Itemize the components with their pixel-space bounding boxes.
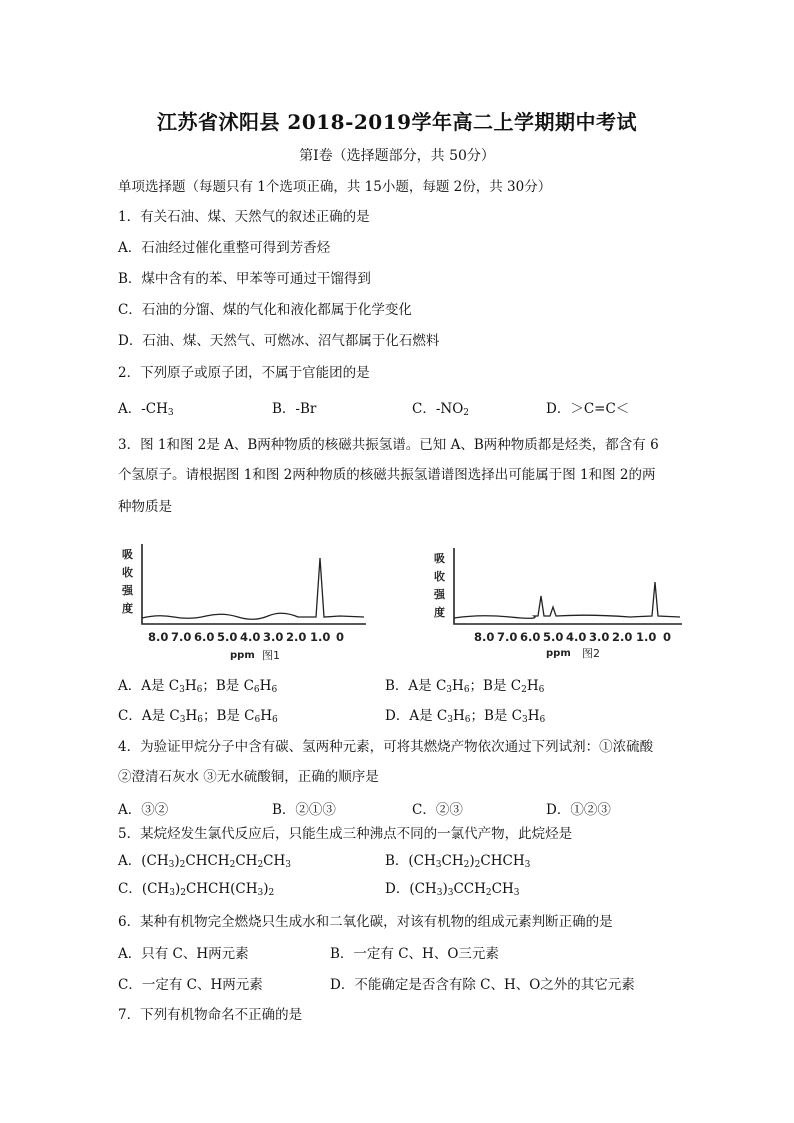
q6-stem: 6．某种有机物完全燃烧只生成水和二氧化碳，对该有机物的组成元素判断正确的是 [118, 914, 613, 930]
q2-stem: 2．下列原子或原子团，不属于官能团的是 [118, 365, 370, 381]
fig1-tick-6: 6.0 [194, 630, 215, 644]
fig2-caption: 图2 [582, 647, 600, 660]
q1-option-c: C．石油的分馏、煤的气化和液化都属于化学变化 [118, 302, 412, 318]
fig1-ylabel-1: 吸 [122, 548, 133, 561]
q3-option-d: D．A是 $C_3H_6$；B是 $C_3H_6$ [385, 708, 546, 725]
q3-stem-line2: 个氢原子。请根据图 1和图 2两种物质的核磁共振氢谱谱图选择出可能属于图 1和图 2的两 [118, 467, 656, 483]
fig1-tick-2: 2.0 [286, 630, 307, 644]
fig2-tick-6: 6.0 [520, 630, 541, 644]
exam-subtitle: 第Ⅰ卷（选择题部分，共 50分） [299, 148, 495, 164]
q6-option-c: C．一定有 C、H两元素 [118, 977, 263, 993]
fig1-tick-0: 0 [336, 630, 345, 644]
fig2-tick-8: 8.0 [474, 630, 495, 644]
q6-option-d: D．不能确定是否含有除 C、H、O之外的其它元素 [330, 977, 635, 993]
q1-option-b: B．煤中含有的苯、甲苯等可通过干馏得到 [118, 271, 371, 287]
fig1-tick-8: 8.0 [148, 630, 169, 644]
nmr-figure-1 [118, 540, 378, 665]
q4-option-b: B．②①③ [272, 802, 336, 818]
q5-option-b: B．$(CH_3CH_2)_2CHCH_3$ [385, 853, 531, 870]
q4-stem-line2: ②澄清石灰水 ③无水硫酸铜，正确的顺序是 [118, 769, 379, 785]
fig2-tick-2: 2.0 [612, 630, 633, 644]
fig1-tick-1: 1.0 [310, 630, 331, 644]
fig1-ylabel-2: 收 [122, 566, 133, 579]
q1-option-a: A．石油经过催化重整可得到芳香烃 [118, 240, 331, 256]
fig2-tick-3: 3.0 [589, 630, 610, 644]
fig2-ylabel-2: 收 [434, 570, 445, 583]
fig2-ylabel-3: 强 [434, 588, 445, 601]
fig2-tick-5: 5.0 [543, 630, 564, 644]
q6-option-a: A．只有 C、H两元素 [118, 946, 249, 962]
fig1-tick-3: 3.0 [263, 630, 284, 644]
q3-option-c: C．A是 $C_3H_6$；B是 $C_6H_6$ [118, 708, 278, 725]
fig2-ylabel-1: 吸 [434, 552, 445, 565]
fig1-unit: ppm [230, 650, 255, 661]
fig1-tick-5: 5.0 [217, 630, 238, 644]
q3-stem-line1: 3．图 1和图 2是 A、B两种物质的核磁共振氢谱。已知 A、B两种物质都是烃类，都含有 6 [118, 437, 659, 453]
exam-title: 江苏省沭阳县 2018-2019学年高二上学期期中考试 [156, 110, 638, 134]
section-heading: 单项选择题（每题只有 1个选项正确，共 15小题，每题 2份，共 30分） [118, 179, 552, 195]
q5-option-c: C．$(CH_3)_2CHCH(CH_3)_2$ [118, 881, 275, 898]
fig1-caption: 图1 [262, 649, 280, 662]
q1-option-d: D．石油、煤、天然气、可燃冰、沼气都属于化石燃料 [118, 333, 440, 349]
fig2-tick-1: 1.0 [636, 630, 657, 644]
q3-option-b: B．A是 $C_3H_6$；B是 $C_2H_6$ [385, 678, 545, 695]
fig2-unit: ppm [546, 648, 571, 659]
fig1-ylabel-3: 强 [122, 584, 133, 597]
q3-stem-line3: 种物质是 [118, 499, 172, 515]
fig2-tick-0: 0 [663, 630, 672, 644]
q4-option-c: C．②③ [412, 802, 463, 818]
q4-option-d: D．①②③ [546, 802, 611, 818]
fig2-tick-7: 7.0 [497, 630, 518, 644]
fig2-ylabel-4: 度 [434, 606, 445, 619]
q2-option-a: A．$-CH_3$ [118, 401, 174, 418]
q1-stem: 1．有关石油、煤、天然气的叙述正确的是 [118, 209, 370, 225]
fig1-tick-4: 4.0 [240, 630, 261, 644]
q2-option-b: B．-Br [272, 401, 317, 417]
q2-option-c: C．$-NO_2$ [412, 401, 470, 418]
fig1-ylabel-4: 度 [122, 602, 133, 615]
q5-option-a: A．$(CH_3)_2CHCH_2CH_2CH_3$ [118, 853, 292, 870]
q3-option-a: A．A是 $C_3H_6$；B是 $C_6H_6$ [118, 678, 278, 695]
q4-option-a: A．③② [118, 802, 169, 818]
q2-option-d: D．＞C=C＜ [546, 401, 630, 417]
q5-stem: 5．某烷烃发生氯代反应后，只能生成三种沸点不同的一氯代产物，此烷烃是 [118, 826, 573, 842]
fig2-tick-4: 4.0 [566, 630, 587, 644]
nmr-figure-2 [430, 540, 692, 665]
fig1-tick-7: 7.0 [171, 630, 192, 644]
q6-option-b: B．一定有 C、H、O三元素 [330, 946, 499, 962]
q4-stem-line1: 4．为验证甲烷分子中含有碳、氢两种元素，可将其燃烧产物依次通过下列试剂：①浓硫酸 [118, 739, 654, 755]
q5-option-d: D．$(CH_3)_3CCH_2CH_3$ [385, 881, 520, 898]
q7-stem: 7．下列有机物命名不正确的是 [118, 1007, 303, 1023]
